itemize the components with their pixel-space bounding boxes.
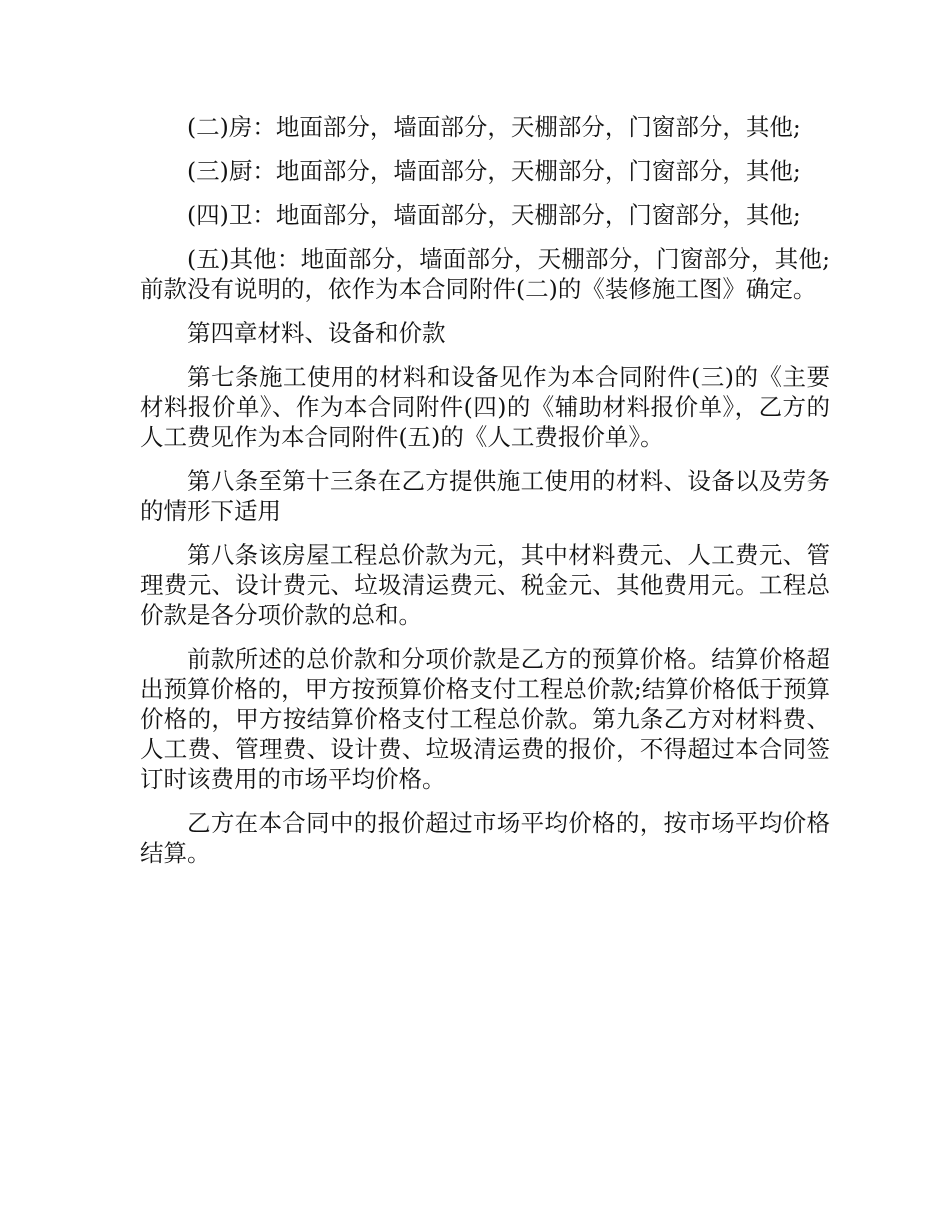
budget-price-paragraph: 前款所述的总价款和分项价款是乙方的预算价格。结算价格超出预算价格的，甲方按预算价格支付工程总价款;结算价格低于预算价格的，甲方按结算价格支付工程总价款。第九条乙方对材料费、人工费、管理费、设计费、垃圾清运费的报价，不得超过本合同签订时该费用的市场平均价格。 [140, 645, 830, 793]
paragraph-other: (五)其他：地面部分，墙面部分，天棚部分，门窗部分，其他;前款没有说明的，依作为本合同附件(二)的《装修施工图》确定。 [140, 245, 830, 303]
paragraph-kitchen: (三)厨：地面部分，墙面部分，天棚部分，门窗部分，其他; [187, 157, 801, 185]
paragraph-room: (二)房：地面部分，墙面部分，天棚部分，门窗部分，其他; [187, 113, 801, 141]
article-8-13-scope: 第八条至第十三条在乙方提供施工使用的材料、设备以及劳务的情形下适用 [140, 467, 830, 525]
document-body [140, 112, 830, 882]
article-7: 第七条施工使用的材料和设备见作为本合同附件(三)的《主要材料报价单》、作为本合同附件(四)的《辅助材料报价单》，乙方的人工费见作为本合同附件(五)的《人工费报价单》。 [140, 363, 830, 451]
chapter-heading: 第四章材料、设备和价款 [187, 319, 446, 347]
market-price-paragraph: 乙方在本合同中的报价超过市场平均价格的，按市场平均价格结算。 [140, 809, 830, 867]
article-8: 第八条该房屋工程总价款为元，其中材料费元、人工费元、管理费元、设计费元、垃圾清运费元、税金元、其他费用元。工程总价款是各分项价款的总和。 [140, 541, 830, 629]
paragraph-bathroom: (四)卫：地面部分，墙面部分，天棚部分，门窗部分，其他; [187, 201, 801, 229]
